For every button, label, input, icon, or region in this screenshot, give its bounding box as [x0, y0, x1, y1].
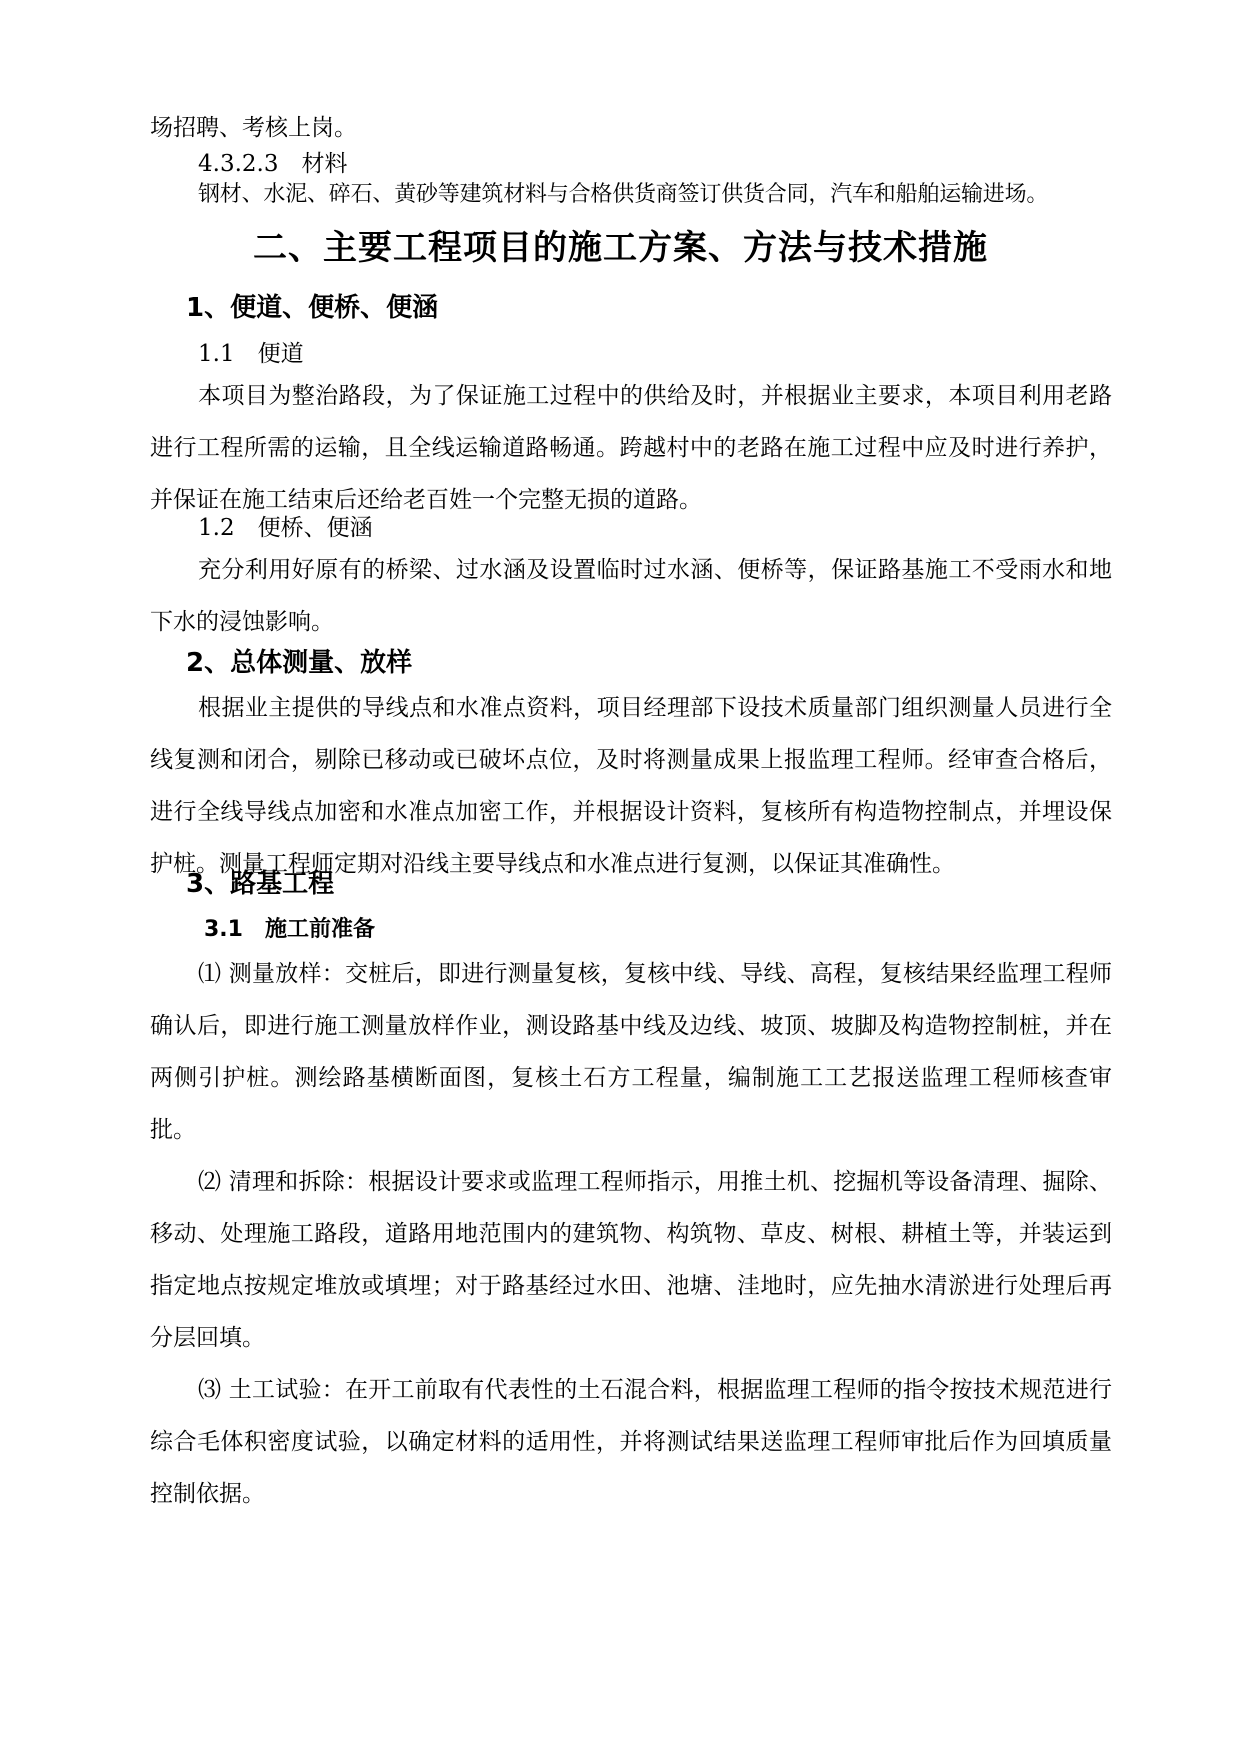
section1-sub1-heading: 1.1 便道 [198, 341, 304, 367]
section3-item-2: ⑵ 清理和拆除：根据设计要求或监理工程师指示，用推土机、挖掘机等设备清理、掘除、移动、处理施工路段，道路用地范围内的建筑物、构筑物、草皮、树根、耕植土等，并装运到指定地点按规定堆放或填埋；对于路基经过水田、池塘、洼地时，应先抽水清淤进行处理后再分层回填。 [150, 1169, 1112, 1351]
section3-sub-heading: 3.1 施工前准备 [204, 917, 375, 942]
section1-sub1-paragraph: 本项目为整治路段，为了保证施工过程中的供给及时，并根据业主要求，本项目利用老路进行工程所需的运输，且全线运输道路畅通。跨越村中的老路在施工过程中应及时进行养护，并保证在施工结束后还给老百姓一个完整无损的道路。 [150, 383, 1112, 513]
materials-heading: 4.3.2.3 材料 [198, 151, 348, 177]
section3-item-1: ⑴ 测量放样：交桩后，即进行测量复核，复核中线、导线、高程，复核结果经监理工程师确认后，即进行施工测量放样作业，测设路基中线及边线、坡顶、坡脚及构造物控制桩，并在两侧引护桩。测绘路基横断面图，复核土石方工程量，编制施工工艺报送监理工程师核查审批。 [150, 961, 1112, 1143]
section1-sub2-paragraph: 充分利用好原有的桥梁、过水涵及设置临时过水涵、便桥等，保证路基施工不受雨水和地下水的浸蚀影响。 [150, 557, 1112, 635]
section2-paragraph: 根据业主提供的导线点和水准点资料，项目经理部下设技术质量部门组织测量人员进行全线复测和闭合，剔除已移动或已破坏点位，及时将测量成果上报监理工程师。经审查合格后，进行全线导线点加密和水准点加密工作，并根据设计资料，复核所有构造物控制点，并埋设保护桩。测量工程师定期对沿线主要导线点和水准点进行复测，以保证其准确性。 [150, 695, 1112, 877]
section3-item-3: ⑶ 土工试验：在开工前取有代表性的土石混合料，根据监理工程师的指令按技术规范进行综合毛体积密度试验，以确定材料的适用性，并将测试结果送监理工程师审批后作为回填质量控制依据。 [150, 1377, 1112, 1507]
materials-text: 钢材、水泥、碎石、黄砂等建筑材料与合格供货商签订供货合同，汽车和船舶运输进场。 [198, 182, 1049, 207]
intro-line: 场招聘、考核上岗。 [150, 115, 357, 141]
section1-heading: 1、便道、便桥、便涵 [186, 293, 439, 323]
main-title: 二、主要工程项目的施工方案、方法与技术措施 [253, 228, 988, 268]
section3-heading: 3、路基工程 [186, 869, 335, 899]
section2-heading: 2、总体测量、放样 [186, 648, 413, 678]
section1-sub2-heading: 1.2 便桥、便涵 [198, 515, 373, 541]
